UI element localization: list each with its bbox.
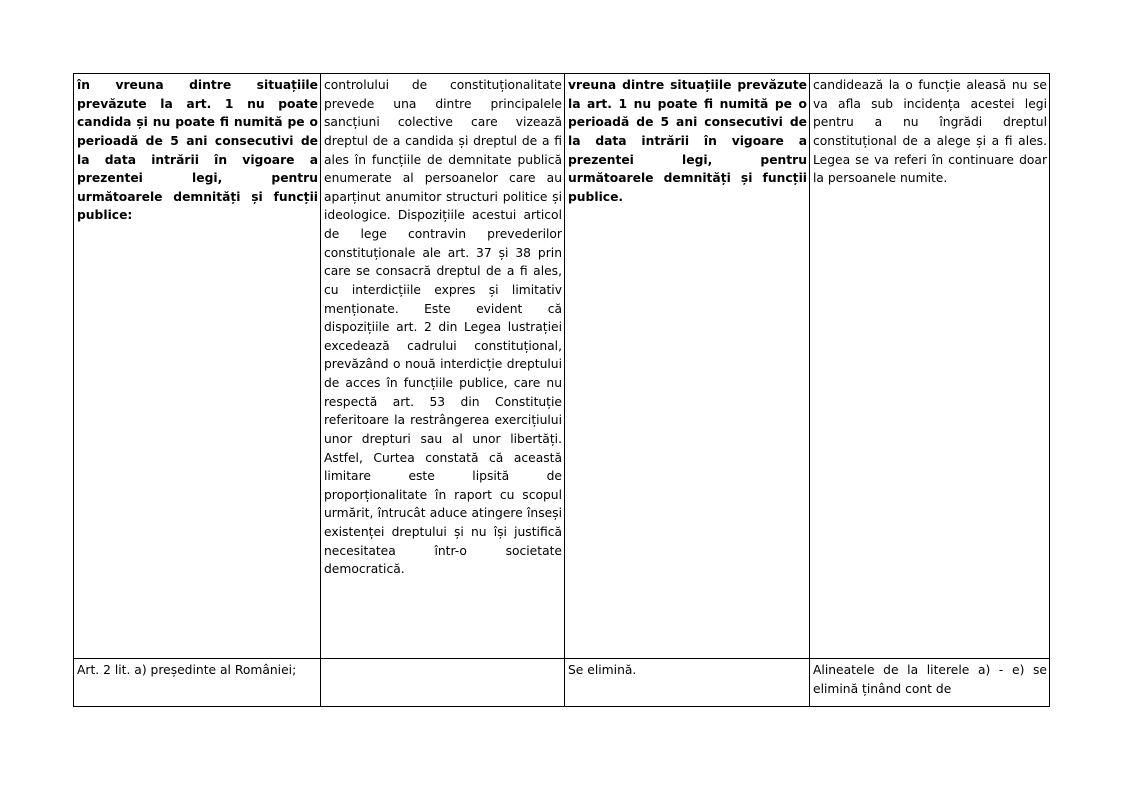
cell-motivation: candidează la o funcție aleasă nu se va afla sub incidența acestei legi pentru a nu îngrădi dreptul constituțional de a alege și a fi ales. Legea se va referi în continuare doar la persoanele numite. [810,74,1050,659]
table-row [74,659,1050,707]
cell-empty [321,659,565,707]
cell-current-text: în vreuna dintre situațiile prevăzute la art. 1 nu poate candida și nu poate fi numită pe o perioadă de 5 ani consecutivi de la data intrării în vigoare a prezentei legi, pentru următoarele demnități și funcții publice: [74,74,321,659]
legislative-comparison-table [73,73,1050,707]
cell-article-2-a: Art. 2 lit. a) președinte al României; [74,659,321,707]
cell-proposed-amendment: vreuna dintre situațiile prevăzute la art. 1 nu poate fi numită pe o perioadă de 5 ani consecutivi de la data intrării în vigoare a prezentei legi, pentru următoarele demnități și funcții publice. [565,74,810,659]
cell-elimination-note: Alineatele de la literele a) - e) se elimină ținând cont de [810,659,1050,707]
table-row [74,74,1050,659]
cell-constitutional-court-reasoning: controlului de constituționalitate prevede una dintre principalele sancțiuni colective care vizează dreptul de a candida și dreptul de a fi ales în funcțiile de demnitate publică enumerate al persoanelor care au aparținut anumitor structuri politice și ideologice. Dispozițiile acestui articol de lege contravin prevederilor constituționale ale art. 37 și 38 prin care se consacră dreptul de a fi ales, cu interdicțiile expres și limitativ menționate. Este evident că dispozițiile art. 2 din Legea lustrației excedează cadrului constituțional, prevăzând o nouă interdicție dreptului de acces în funcțiile publice, care nu respectă art. 53 din Constituție referitoare la restrângerea exercițiului unor drepturi sau al unor libertăți. Astfel, Curtea constată că această limitare este lipsită de proporționalitate în raport cu scopul urmărit, întrucât aduce atingere înseși existenței dreptului și nu își justifică necesitatea într-o societate democratică. [321,74,565,659]
cell-eliminated: Se elimină. [565,659,810,707]
